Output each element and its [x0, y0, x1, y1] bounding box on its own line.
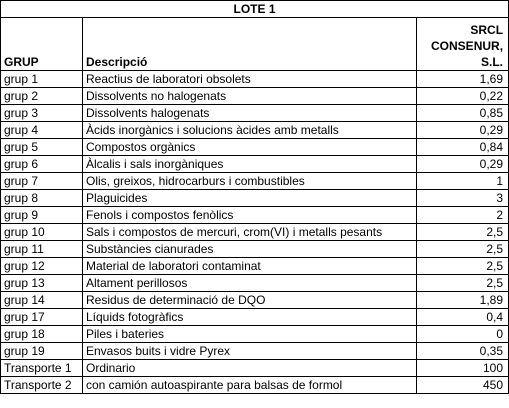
- cell-description: Reactius de laboratori obsolets: [83, 71, 417, 88]
- header-group: GRUP: [1, 18, 83, 71]
- cell-value: 0,29: [417, 122, 509, 139]
- table-row: [1, 88, 509, 105]
- cell-value: 1,69: [417, 71, 509, 88]
- table-row: [1, 360, 509, 377]
- cell-value: 1,89: [417, 292, 509, 309]
- table-row: [1, 139, 509, 156]
- cell-value: 2,5: [417, 224, 509, 241]
- cell-description: Àcids inorgànics i solucions àcides amb metalls: [83, 122, 417, 139]
- cell-description: Compostos orgànics: [83, 139, 417, 156]
- cell-value: 450: [417, 377, 509, 394]
- cell-value: 2,5: [417, 241, 509, 258]
- table-row: [1, 190, 509, 207]
- table-row: [1, 241, 509, 258]
- cell-group: grup 13: [1, 275, 83, 292]
- cell-group: grup 18: [1, 326, 83, 343]
- cell-description: Plaguicides: [83, 190, 417, 207]
- table-row: [1, 343, 509, 360]
- table-row: [1, 173, 509, 190]
- table-row: [1, 258, 509, 275]
- table-row: [1, 122, 509, 139]
- table-row: [1, 326, 509, 343]
- cell-description: con camión autoaspirante para balsas de formol: [83, 377, 417, 394]
- header-value-line-2: CONSENUR,: [431, 39, 504, 53]
- cell-description: Sals i compostos de mercuri, crom(VI) i metalls pesants: [83, 224, 417, 241]
- cell-value: 0,22: [417, 88, 509, 105]
- cell-group: grup 1: [1, 71, 83, 88]
- table-row: [1, 275, 509, 292]
- cell-value: 0,35: [417, 343, 509, 360]
- cell-value: 1: [417, 173, 509, 190]
- table-row: [1, 309, 509, 326]
- cell-description: Fenols i compostos fenòlics: [83, 207, 417, 224]
- table-row: [1, 224, 509, 241]
- title-row: [1, 1, 509, 18]
- cell-description: Dissolvents halogenats: [83, 105, 417, 122]
- cell-group: grup 2: [1, 88, 83, 105]
- header-row: [1, 18, 509, 71]
- cell-group: grup 8: [1, 190, 83, 207]
- table-row: [1, 105, 509, 122]
- cell-group: grup 3: [1, 105, 83, 122]
- cell-group: Transporte 2: [1, 377, 83, 394]
- table-row: [1, 156, 509, 173]
- cell-description: Substàncies cianurades: [83, 241, 417, 258]
- table-row: [1, 292, 509, 309]
- cell-group: grup 14: [1, 292, 83, 309]
- cell-description: Piles i bateries: [83, 326, 417, 343]
- cell-group: grup 5: [1, 139, 83, 156]
- cell-description: Àlcalis i sals inorgàniques: [83, 156, 417, 173]
- cell-description: Material de laboratori contaminat: [83, 258, 417, 275]
- cell-description: Residus de determinació de DQO: [83, 292, 417, 309]
- cell-description: Ordinario: [83, 360, 417, 377]
- header-description: Descripció: [83, 18, 417, 71]
- cell-group: Transporte 1: [1, 360, 83, 377]
- cell-value: 2,5: [417, 258, 509, 275]
- cell-description: Dissolvents no halogenats: [83, 88, 417, 105]
- cell-value: 3: [417, 190, 509, 207]
- cell-group: grup 9: [1, 207, 83, 224]
- cell-value: 2: [417, 207, 509, 224]
- cell-value: 100: [417, 360, 509, 377]
- header-value-line-1: SRCL: [470, 23, 504, 37]
- cell-value: 0,84: [417, 139, 509, 156]
- cell-group: grup 17: [1, 309, 83, 326]
- cell-value: 0,29: [417, 156, 509, 173]
- cell-group: grup 6: [1, 156, 83, 173]
- cell-group: grup 11: [1, 241, 83, 258]
- table-row: [1, 207, 509, 224]
- header-value-line-3: S.L.: [481, 55, 504, 69]
- table-row: [1, 377, 509, 394]
- cell-description: Envasos buits i vidre Pyrex: [83, 343, 417, 360]
- cell-value: 0: [417, 326, 509, 343]
- cell-group: grup 19: [1, 343, 83, 360]
- cell-description: Olis, greixos, hidrocarburs i combustibles: [83, 173, 417, 190]
- header-value: [417, 18, 509, 71]
- cell-value: 2,5: [417, 275, 509, 292]
- cell-group: grup 7: [1, 173, 83, 190]
- cell-group: grup 10: [1, 224, 83, 241]
- cell-group: grup 12: [1, 258, 83, 275]
- cell-description: Altament perillosos: [83, 275, 417, 292]
- table-row: [1, 71, 509, 88]
- cell-group: grup 4: [1, 122, 83, 139]
- cell-value: 0,4: [417, 309, 509, 326]
- cell-description: Líquids fotogràfics: [83, 309, 417, 326]
- cell-value: 0,85: [417, 105, 509, 122]
- table-title: LOTE 1: [1, 1, 509, 18]
